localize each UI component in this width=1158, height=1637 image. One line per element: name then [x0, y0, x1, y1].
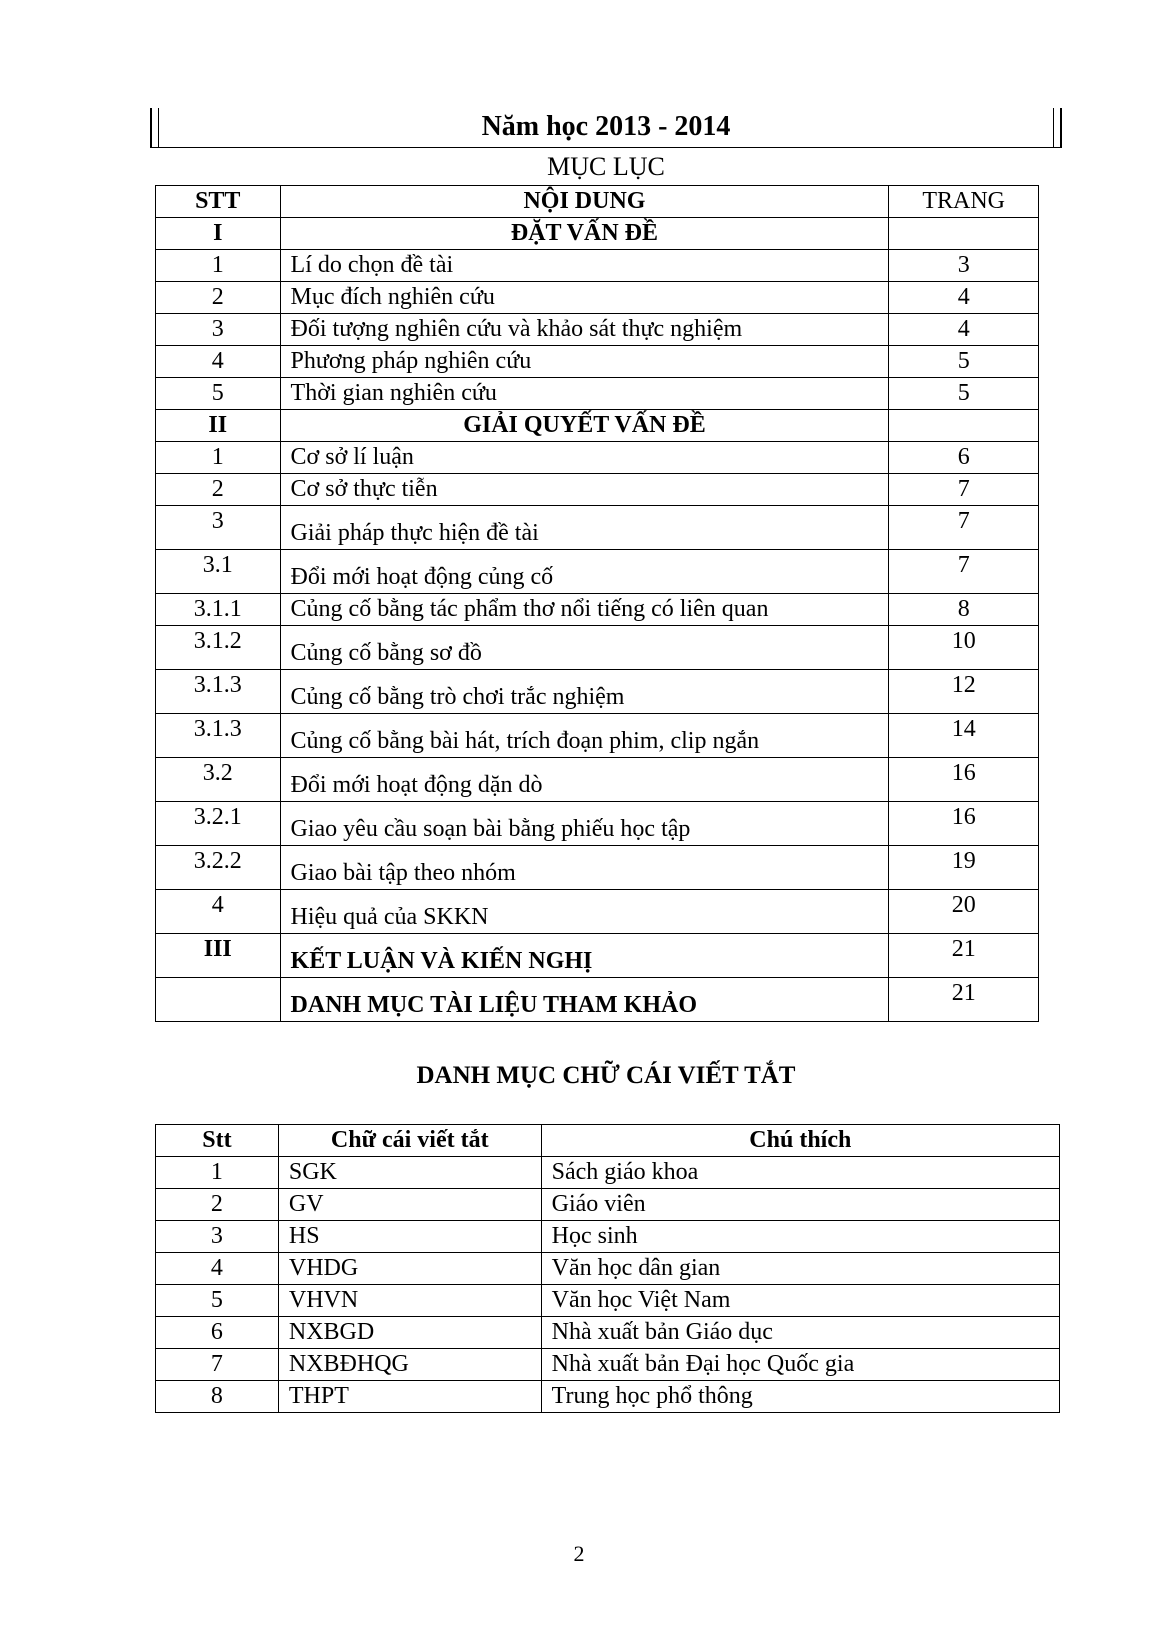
abbr-header-abbr: Chữ cái viết tắt [278, 1125, 541, 1157]
toc-row [156, 670, 1039, 714]
toc-content-cell: Đối tượng nghiên cứu và khảo sát thực nghiệm [280, 314, 889, 346]
toc-stt-cell: 3.2 [156, 758, 281, 802]
abbr-header-note: Chú thích [541, 1125, 1059, 1157]
toc-row [156, 802, 1039, 846]
toc-row [156, 250, 1039, 282]
toc-stt-cell: 1 [156, 250, 281, 282]
abbr-header-row [156, 1125, 1060, 1157]
toc-stt-cell: 3.1 [156, 550, 281, 594]
toc-content-cell: Đổi mới hoạt động củng cố [280, 550, 889, 594]
toc-stt-cell: 3.2.2 [156, 846, 281, 890]
toc-page-cell: 8 [889, 594, 1039, 626]
toc-stt-cell [156, 978, 281, 1022]
abbr-row [156, 1253, 1060, 1285]
abbr-row [156, 1285, 1060, 1317]
toc-content-cell: Giao bài tập theo nhóm [280, 846, 889, 890]
abbr-note-cell: Sách giáo khoa [541, 1157, 1059, 1189]
toc-page-cell: 12 [889, 670, 1039, 714]
abbreviations-table [155, 1124, 1060, 1413]
toc-page-cell: 4 [889, 314, 1039, 346]
abbr-header-stt: Stt [156, 1125, 279, 1157]
toc-page-cell [889, 218, 1039, 250]
toc-row [156, 594, 1039, 626]
toc-stt-cell: 3.1.2 [156, 626, 281, 670]
toc-content-cell: KẾT LUẬN VÀ KIẾN NGHỊ [280, 934, 889, 978]
toc-content-cell: Đổi mới hoạt động dặn dò [280, 758, 889, 802]
toc-page-cell: 5 [889, 378, 1039, 410]
toc-stt-cell: 3.1.1 [156, 594, 281, 626]
abbr-note-cell: Nhà xuất bản Giáo dục [541, 1317, 1059, 1349]
toc-stt-cell: 3.1.3 [156, 714, 281, 758]
toc-stt-cell: 2 [156, 282, 281, 314]
toc-heading: MỤC LỤC [547, 152, 665, 181]
toc-content-cell: Cơ sở thực tiễn [280, 474, 889, 506]
abbr-row [156, 1221, 1060, 1253]
toc-page-cell: 19 [889, 846, 1039, 890]
abbr-stt-cell: 6 [156, 1317, 279, 1349]
abbr-code-cell: SGK [278, 1157, 541, 1189]
toc-page-cell: 14 [889, 714, 1039, 758]
abbr-note-cell: Học sinh [541, 1221, 1059, 1253]
toc-content-cell: Lí do chọn đề tài [280, 250, 889, 282]
toc-page-cell: 21 [889, 978, 1039, 1022]
table-of-contents [155, 185, 1039, 1022]
toc-stt-cell: 5 [156, 378, 281, 410]
abbr-code-cell: NXBĐHQG [278, 1349, 541, 1381]
abbr-note-cell: Văn học Việt Nam [541, 1285, 1059, 1317]
abbr-code-cell: THPT [278, 1381, 541, 1413]
toc-page-cell: 20 [889, 890, 1039, 934]
toc-page-cell: 10 [889, 626, 1039, 670]
toc-row [156, 314, 1039, 346]
toc-row [156, 442, 1039, 474]
abbr-code-cell: NXBGD [278, 1317, 541, 1349]
toc-row [156, 714, 1039, 758]
abbr-row [156, 1317, 1060, 1349]
abbr-stt-cell: 4 [156, 1253, 279, 1285]
toc-page-cell [889, 410, 1039, 442]
toc-page-cell: 5 [889, 346, 1039, 378]
toc-content-cell: Giao yêu cầu soạn bài bằng phiếu học tập [280, 802, 889, 846]
toc-row [156, 978, 1039, 1022]
toc-page-cell: 7 [889, 506, 1039, 550]
abbr-code-cell: GV [278, 1189, 541, 1221]
abbr-note-cell: Nhà xuất bản Đại học Quốc gia [541, 1349, 1059, 1381]
toc-row [156, 218, 1039, 250]
toc-page-cell: 7 [889, 474, 1039, 506]
toc-content-cell: Hiệu quả của SKKN [280, 890, 889, 934]
toc-row [156, 346, 1039, 378]
toc-stt-cell: III [156, 934, 281, 978]
abbr-stt-cell: 5 [156, 1285, 279, 1317]
abbreviations-heading: DANH MỤC CHỮ CÁI VIẾT TẮT [416, 1062, 796, 1089]
toc-stt-cell: 2 [156, 474, 281, 506]
toc-stt-cell: 3 [156, 506, 281, 550]
toc-header-row [156, 186, 1039, 218]
toc-page-cell: 3 [889, 250, 1039, 282]
abbr-note-cell: Trung học phổ thông [541, 1381, 1059, 1413]
abbr-row [156, 1381, 1060, 1413]
abbr-stt-cell: 8 [156, 1381, 279, 1413]
toc-content-cell: Cơ sở lí luận [280, 442, 889, 474]
toc-row [156, 626, 1039, 670]
toc-header-content: NỘI DUNG [280, 186, 889, 218]
abbr-row [156, 1349, 1060, 1381]
abbr-stt-cell: 1 [156, 1157, 279, 1189]
abbr-code-cell: VHDG [278, 1253, 541, 1285]
toc-page-cell: 16 [889, 758, 1039, 802]
toc-row [156, 890, 1039, 934]
toc-content-cell: Phương pháp nghiên cứu [280, 346, 889, 378]
toc-row [156, 550, 1039, 594]
toc-row [156, 506, 1039, 550]
toc-row [156, 758, 1039, 802]
abbr-stt-cell: 7 [156, 1349, 279, 1381]
toc-page-cell: 4 [889, 282, 1039, 314]
toc-header-stt: STT [156, 186, 281, 218]
toc-page-cell: 21 [889, 934, 1039, 978]
toc-stt-cell: 4 [156, 890, 281, 934]
toc-page-cell: 16 [889, 802, 1039, 846]
abbr-row [156, 1157, 1060, 1189]
toc-stt-cell: 3.2.1 [156, 802, 281, 846]
toc-stt-cell: 3.1.3 [156, 670, 281, 714]
abbr-code-cell: HS [278, 1221, 541, 1253]
toc-page-cell: 6 [889, 442, 1039, 474]
toc-content-cell: Củng cố bằng tác phẩm thơ nổi tiếng có liên quan [280, 594, 889, 626]
toc-page-cell: 7 [889, 550, 1039, 594]
toc-content-cell: Mục đích nghiên cứu [280, 282, 889, 314]
toc-content-cell: Giải pháp thực hiện đề tài [280, 506, 889, 550]
abbr-note-cell: Giáo viên [541, 1189, 1059, 1221]
toc-stt-cell: 4 [156, 346, 281, 378]
toc-content-cell: Củng cố bằng trò chơi trắc nghiệm [280, 670, 889, 714]
abbr-note-cell: Văn học dân gian [541, 1253, 1059, 1285]
toc-content-cell: DANH MỤC TÀI LIỆU THAM KHẢO [280, 978, 889, 1022]
abbr-stt-cell: 2 [156, 1189, 279, 1221]
abbr-code-cell: VHVN [278, 1285, 541, 1317]
toc-stt-cell: II [156, 410, 281, 442]
toc-content-cell: Củng cố bằng bài hát, trích đoạn phim, clip ngắn [280, 714, 889, 758]
toc-stt-cell: 3 [156, 314, 281, 346]
toc-row [156, 282, 1039, 314]
abbr-stt-cell: 3 [156, 1221, 279, 1253]
toc-stt-cell: I [156, 218, 281, 250]
toc-row [156, 410, 1039, 442]
school-year-title: Năm học 2013 - 2014 [481, 111, 731, 142]
toc-content-cell: GIẢI QUYẾT VẤN ĐỀ [280, 410, 889, 442]
toc-header-page: TRANG [889, 186, 1039, 218]
toc-content-cell: Củng cố bằng sơ đồ [280, 626, 889, 670]
toc-content-cell: ĐẶT VẤN ĐỀ [280, 218, 889, 250]
toc-row [156, 934, 1039, 978]
toc-row [156, 378, 1039, 410]
abbr-row [156, 1189, 1060, 1221]
toc-row [156, 474, 1039, 506]
toc-row [156, 846, 1039, 890]
page-number: 2 [573, 1541, 585, 1566]
toc-content-cell: Thời gian nghiên cứu [280, 378, 889, 410]
toc-stt-cell: 1 [156, 442, 281, 474]
